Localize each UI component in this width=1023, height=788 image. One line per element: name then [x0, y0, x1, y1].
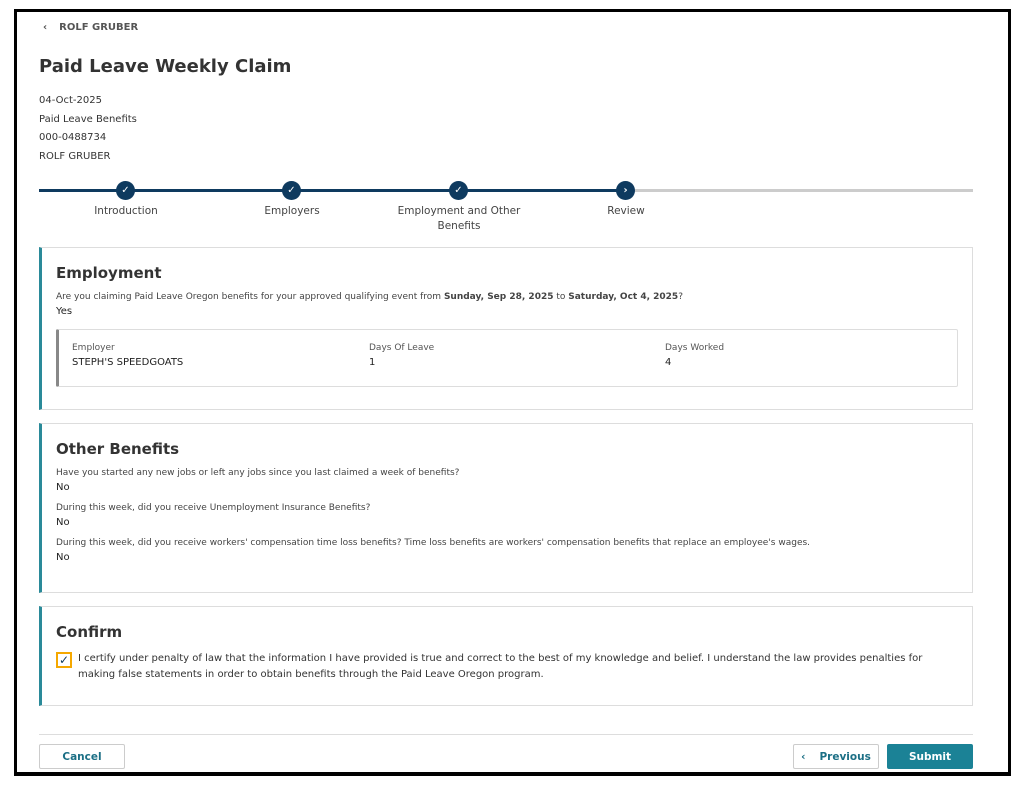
check-icon: ✓ [449, 181, 468, 200]
divider [39, 734, 973, 735]
section-title: Confirm [56, 623, 123, 641]
claim-date: 04-Oct-2025 [39, 95, 102, 106]
page-title: Paid Leave Weekly Claim [39, 56, 292, 77]
step-introduction: Introduction [94, 205, 158, 217]
days-worked: 4 [665, 357, 672, 368]
section-title: Other Benefits [56, 440, 180, 458]
step-review: Review [607, 205, 645, 217]
cancel-button[interactable]: Cancel [39, 744, 125, 769]
employer-name: STEPH'S SPEEDGOATS [72, 357, 184, 368]
employment-card [39, 247, 973, 410]
check-icon: ✓ [116, 181, 135, 200]
chevron-left-icon: ‹ [43, 22, 48, 33]
step-employers: Employers [264, 205, 320, 217]
submit-button[interactable]: Submit [887, 744, 973, 769]
progress-stepper [39, 179, 973, 239]
step-employment-other-benefits: Employment and Other Benefits [397, 205, 521, 232]
chevron-right-icon: › [616, 181, 635, 200]
certify-checkbox[interactable] [56, 652, 72, 668]
page [14, 9, 1011, 776]
section-title: Employment [56, 264, 162, 282]
other-benefits-card: Other Benefits Have you started any new jobs or left any jobs since you last claimed a week of benefits? No During this week, did you receive Unemployment Insurance Benefits? No During this week, did you receive workers' compensation time loss benefits? Time loss benefits are workers' compensation benefits that replace an employee's wages. No [39, 423, 973, 593]
check-icon: ✓ [58, 653, 70, 667]
employer-summary: Employer STEPH'S SPEEDGOATS Days Of Leave 1 Days Worked 4 [56, 329, 958, 387]
claim-program: Paid Leave Benefits [39, 113, 137, 125]
stepper-remaining-line [625, 189, 973, 192]
claim-meta [39, 92, 137, 166]
employment-answer: Yes [56, 306, 73, 317]
claim-id: 000-0488734 [39, 132, 107, 143]
certify-checkbox-row[interactable]: ✓ I certify under penalty of law that the information I have provided is true and correct to the best of my knowledge and belief. I understand the law provides penalties for making false statements in order to obtain benefits through the Paid Leave Oregon program. [56, 651, 958, 683]
back-link[interactable]: ‹ ROLF GRUBER [43, 22, 139, 33]
employment-question: Are you claiming Paid Leave Oregon benefits for your approved qualifying event from Sunday, Sep 28, 2025 to Saturday, Oct 4, 2025? [56, 292, 683, 302]
claimant-name: ROLF GRUBER [39, 150, 111, 162]
check-icon: ✓ [282, 181, 301, 200]
days-of-leave: 1 [369, 357, 376, 368]
confirm-card [39, 606, 973, 706]
previous-button[interactable]: ‹ Previous [793, 744, 879, 769]
chevron-left-icon: ‹ [801, 750, 806, 763]
